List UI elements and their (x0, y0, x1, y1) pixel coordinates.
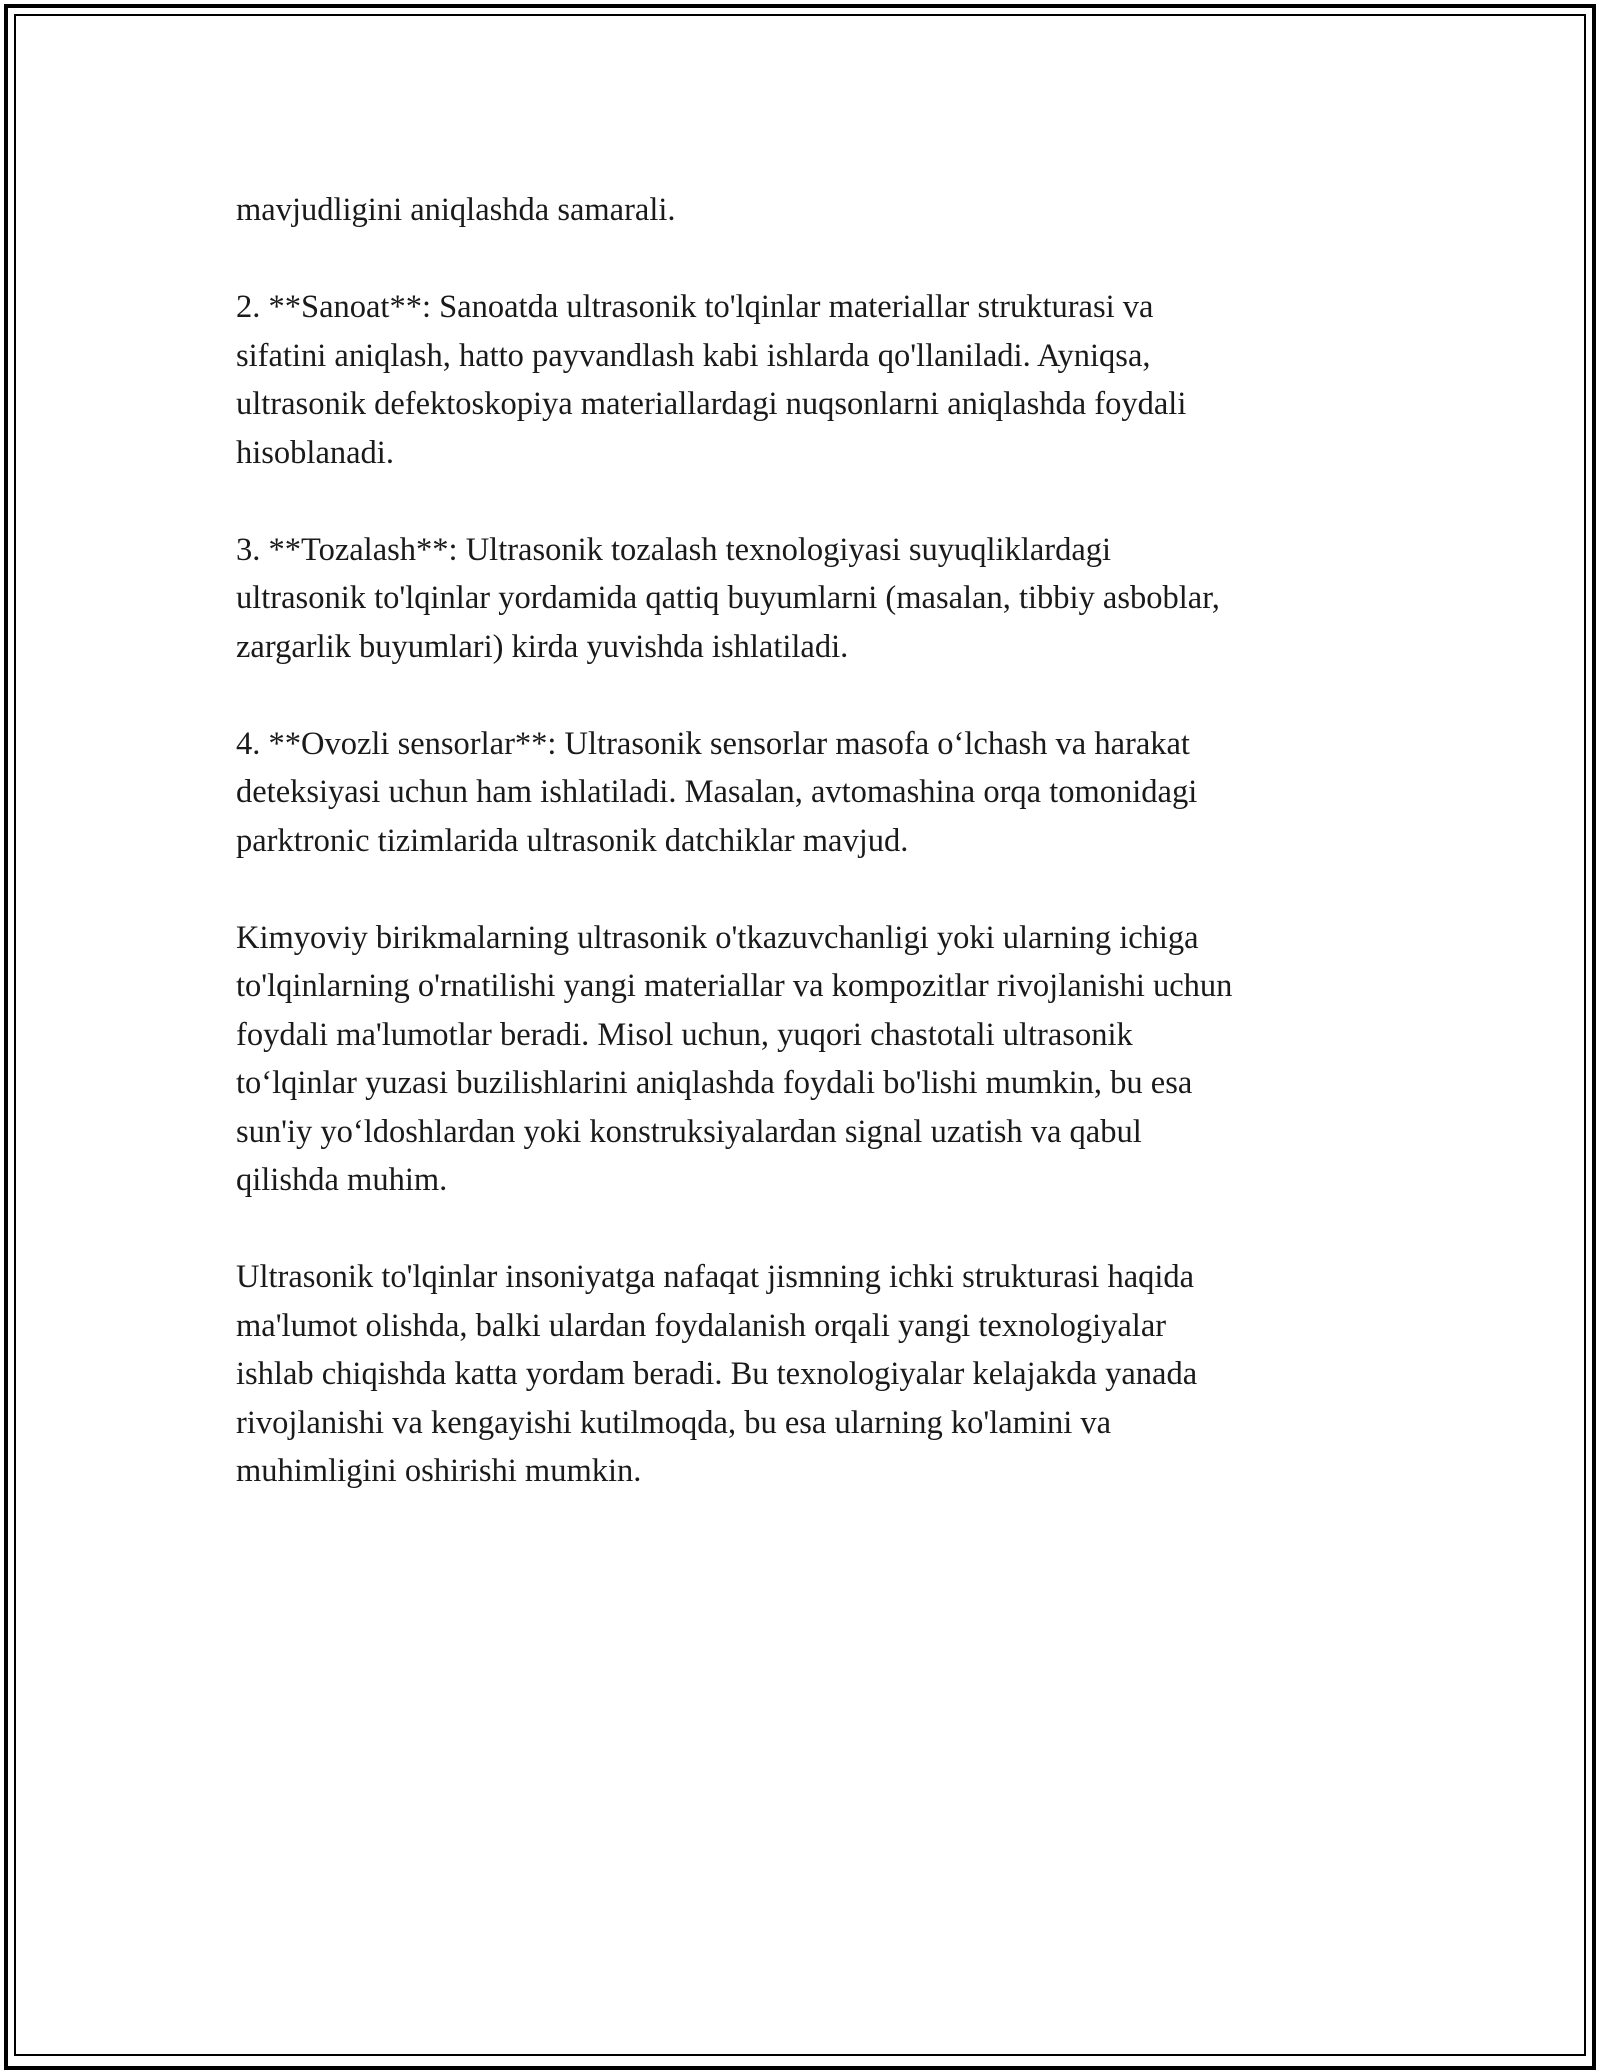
text-line: mavjudligini aniqlashda samarali. (236, 192, 676, 228)
text-line: foydali ma'lumotlar beradi. Misol uchun, yuqori chastotali ultrasonik (236, 1016, 1133, 1053)
text-line: ma'lumot olishda, balki ulardan foydalanish orqali yangi texnologiyalar (236, 1307, 1167, 1344)
text-line: 4. **Ovozli sensorlar**: Ultrasonik sensorlar masofa o‘lchash va harakat (236, 725, 1190, 762)
text-line: 3. **Tozalash**: Ultrasonik tozalash texnologiyasi suyuqliklardagi (236, 531, 1112, 568)
text-line: ultrasonik defektoskopiya materiallardagi nuqsonlarni aniqlashda foydali (236, 386, 1187, 422)
text-line: parktronic tizimlarida ultrasonik datchiklar mavjud. (236, 822, 909, 859)
text-line: hisoblanadi. (236, 434, 394, 471)
paragraph-conclusion (236, 1253, 1376, 1496)
text-line: sun'iy yo‘ldoshlardan yoki konstruksiyalardan signal uzatish va qabul (236, 1113, 1142, 1150)
paragraph-kimyoviy (236, 914, 1376, 1205)
text-line: ishlab chiqishda katta yordam beradi. Bu texnologiyalar kelajakda yanada (236, 1356, 1198, 1392)
text-line: zargarlik buyumlari) kirda yuvishda ishlatiladi. (236, 628, 849, 665)
text-line: muhimligini oshirishi mumkin. (236, 1453, 642, 1489)
paragraph-sanoat (236, 283, 1376, 477)
text-line: rivojlanishi va kengayishi kutilmoqda, bu esa ularning ko'lamini va (236, 1404, 1112, 1441)
text-line: sifatini aniqlash, hatto payvandlash kabi ishlarda qo'llaniladi. Ayniqsa, (236, 337, 1151, 374)
text-line: deteksiyasi uchun ham ishlatiladi. Masalan, avtomashina orqa tomonidagi (236, 774, 1198, 810)
text-line: qilishda muhim. (236, 1162, 448, 1198)
text-line: ultrasonik to'lqinlar yordamida qattiq buyumlarni (masalan, tibbiy asboblar, (236, 580, 1220, 616)
text-line: 2. **Sanoat**: Sanoatda ultrasonik to'lqinlar materiallar strukturasi va (236, 289, 1154, 325)
text-line: Ultrasonik to'lqinlar insoniyatga nafaqat jismning ichki strukturasi haqida (236, 1259, 1195, 1295)
paragraph-continuation (236, 186, 1376, 235)
text-line: to'lqinlarning o'rnatilishi yangi materiallar va kompozitlar rivojlanishi uchun (236, 968, 1233, 1004)
text-line: to‘lqinlar yuzasi buzilishlarini aniqlashda foydali bo'lishi mumkin, bu esa (236, 1065, 1193, 1101)
text-line: Kimyoviy birikmalarning ultrasonik o'tkazuvchanligi yoki ularning ichiga (236, 919, 1199, 956)
paragraph-ovozli-sensorlar (236, 720, 1376, 866)
document-body (236, 186, 1376, 1544)
paragraph-tozalash (236, 526, 1376, 672)
